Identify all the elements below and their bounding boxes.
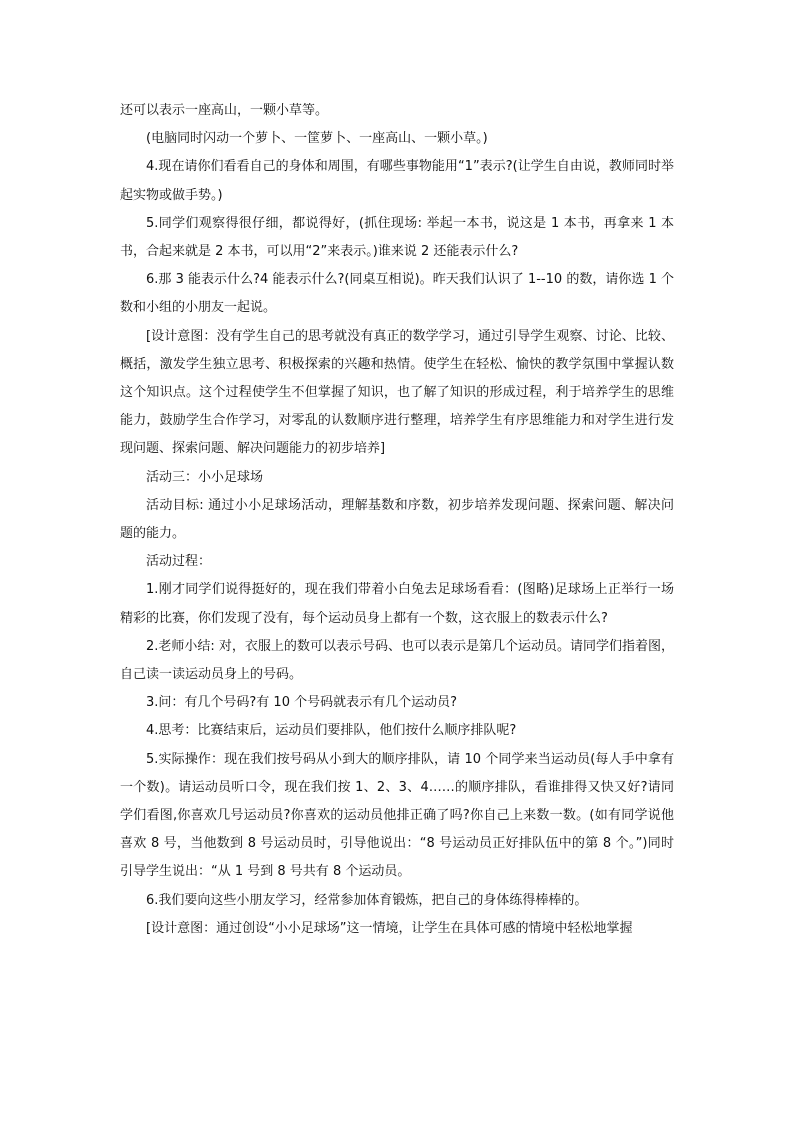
document-body xyxy=(120,97,674,943)
process-step-6: 6.我们要向这些小朋友学习，经常参加体育锻炼，把自己的身体练得棒棒的。 xyxy=(146,892,588,908)
process-step-1: 1.刚才同学们说得挺好的，现在我们带着小白兔去足球场看看：(图略)足球场上正举行一场精彩的比赛，你们发现了没有，每个运动员身上都有一个数，这衣服上的数表示什么? xyxy=(120,582,674,626)
paragraph-design-intent-1: [设计意图：没有学生自己的思考就没有真正的数学学习，通过引导学生观察、讨论、比较、概括，激发学生独立思考、积极探索的兴趣和热情。使学生在轻松、愉快的教学氛围中掌握认数这个知识点。这个过程使学生不但掌握了知识，也了解了知识的形成过程，利于培养学生的思维能力，鼓励学生合作学习，对零乱的认数顺序进行整理，培养学生有序思维能力和对学生进行发现问题、探索问题、解决问题能力的初步培养] xyxy=(120,328,674,457)
paragraph-continued: 还可以表示一座高山，一颗小草等。 xyxy=(120,103,329,118)
process-step-4: 4.思考：比赛结束后，运动员们要排队，他们按什么顺序排队呢? xyxy=(146,723,517,739)
paragraph-design-intent-2: [设计意图：通过创设“小小足球场”这一情境，让学生在具体可感的情境中轻松地掌握 xyxy=(146,920,633,936)
paragraph-step-5: 5.同学们观察得很仔细，都说得好，(抓住现场: 举起一本书，说这是 1 本书，再拿来 1 本书，合起来就是 2 本书，可以用“2”来表示。)谁来说 2 还能表示什么? xyxy=(120,215,674,260)
process-step-3: 3.问：有几个号码?有 10 个号码就表示有几个运动员? xyxy=(146,695,458,711)
process-step-5: 5.实际操作：现在我们按号码从小到大的顺序排队，请 10 个同学来当运动员(每人手中拿有一个数)。请运动员听口令，现在我们按 1、2、3、4……的顺序排队，看谁排得又快又好?请同学们看图,你喜欢几号运动员?你喜欢的运动员他排正确了吗?你自己上来数一数。(如有同学说他喜欢 8 号，当他数到 8 号运动员时，引导他说出：“8 号运动员正好排队伍中的第 8 个。”)同时引导学生说出：“从 1 号到 8 号共有 8 个运动员。 xyxy=(120,751,674,880)
process-step-2: 2.老师小结: 对，衣服上的数可以表示号码、也可以表示是第几个运动员。请同学们指着图，自己读一读运动员身上的号码。 xyxy=(120,638,674,683)
activity-process-heading: 活动过程： xyxy=(146,554,212,570)
paragraph-step-6: 6.那 3 能表示什么?4 能表示什么?(同桌互相说)。昨天我们认识了 1--10 的数，请你选 1 个数和小组的小朋友一起说。 xyxy=(120,272,674,316)
paragraph-step-4: 4.现在请你们看看自己的身体和周围，有哪些事物能用“1”表示?(让学生自由说，教师同时举起实物或做手势。) xyxy=(120,159,674,203)
activity-goal: 活动目标: 通过小小足球场活动，理解基数和序数，初步培养发现问题、探索问题、解决问题的能力。 xyxy=(120,497,674,542)
activity-three-heading: 活动三：小小足球场 xyxy=(146,469,264,485)
paragraph-computer-flash-note: (电脑同时闪动一个萝卜、一筐萝卜、一座高山、一颗小草。) xyxy=(146,131,488,147)
